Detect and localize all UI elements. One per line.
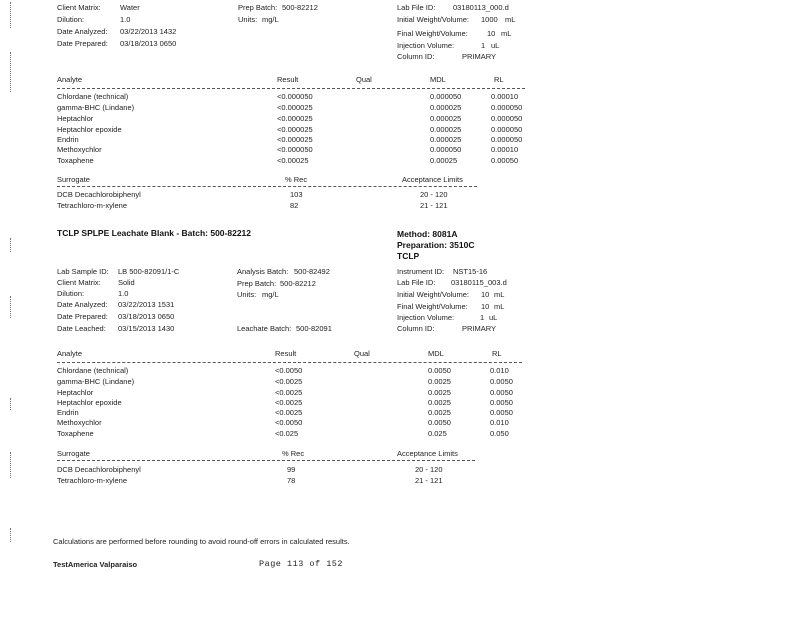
info-label: Dilution: <box>57 15 85 24</box>
row-rl: 0.0050 <box>490 398 513 407</box>
col-header-rec: % Rec <box>282 449 305 458</box>
col-header-qual: Qual <box>356 75 372 84</box>
info-label: Lab File ID: <box>397 3 436 12</box>
info-value: 10 <box>487 29 496 38</box>
row-rl: 0.050 <box>490 429 509 438</box>
info-value: 03/18/2013 0650 <box>120 39 177 48</box>
row-analyte: Chlordane (technical) <box>57 92 129 101</box>
scan-edge-mark <box>10 238 13 252</box>
footer-note: Calculations are performed before rounding to avoid round-off errors in calculated results. <box>53 537 350 546</box>
row-result: <0.000025 <box>277 135 313 144</box>
info-value: 1.0 <box>120 15 131 24</box>
info-unit: mL <box>505 15 516 24</box>
info-label: Units: <box>237 290 257 299</box>
info-unit: uL <box>491 41 500 50</box>
row-mdl: 0.000025 <box>430 103 462 112</box>
row-result: <0.000050 <box>277 92 313 101</box>
col-header-mdl: MDL <box>430 75 446 84</box>
header-divider <box>57 186 477 187</box>
info-label: Final Weight/Volume: <box>397 29 468 38</box>
info-value: 03180115_003.d <box>451 278 507 287</box>
info-label: Units: <box>238 15 258 24</box>
surrogate-rec: 78 <box>287 476 296 485</box>
info-label: Column ID: <box>397 52 435 61</box>
info-value: Water <box>120 3 140 12</box>
section2-tclp: TCLP <box>397 251 420 261</box>
row-result: <0.0025 <box>275 408 303 417</box>
row-rl: 0.00010 <box>491 92 519 101</box>
info-value: 10 <box>481 302 490 311</box>
info-label: Date Prepared: <box>57 312 108 321</box>
scan-edge-mark <box>10 398 13 410</box>
row-mdl: 0.0025 <box>428 398 451 407</box>
info-unit: mL <box>494 302 505 311</box>
info-value: 10 <box>481 290 490 299</box>
row-mdl: 0.0025 <box>428 377 451 386</box>
row-mdl: 0.025 <box>428 429 447 438</box>
info-value: mg/L <box>262 290 279 299</box>
info-label: Initial Weight/Volume: <box>397 15 469 24</box>
row-mdl: 0.0025 <box>428 408 451 417</box>
row-result: <0.00025 <box>277 156 309 165</box>
section2-preparation: Preparation: 3510C <box>397 240 475 250</box>
surrogate-limits: 20 - 120 <box>420 190 448 199</box>
info-label: Column ID: <box>397 324 435 333</box>
scan-edge-mark <box>10 52 13 92</box>
surrogate-name: DCB Decachlorobiphenyl <box>57 465 141 474</box>
surrogate-limits: 21 - 121 <box>420 201 448 210</box>
row-mdl: 0.0050 <box>428 418 451 427</box>
row-rl: 0.0050 <box>490 408 513 417</box>
info-value: 1 <box>481 41 486 50</box>
info-value: 03/22/2013 1531 <box>118 300 175 309</box>
info-value: 03/18/2013 0650 <box>118 312 175 321</box>
row-rl: 0.010 <box>490 366 509 375</box>
info-label: Client Matrix: <box>57 3 101 12</box>
info-value: 1 <box>480 313 485 322</box>
section2-method: Method: 8081A <box>397 229 458 239</box>
info-unit: mL <box>494 290 505 299</box>
info-label: Prep Batch: <box>237 279 277 288</box>
row-analyte: gamma-BHC (Lindane) <box>57 377 135 386</box>
row-analyte: Methoxychlor <box>57 145 102 154</box>
row-rl: 0.00050 <box>491 156 519 165</box>
col-header-mdl: MDL <box>428 349 444 358</box>
header-divider <box>57 362 522 363</box>
col-header-qual: Qual <box>354 349 370 358</box>
surrogate-name: Tetrachloro-m-xylene <box>57 201 128 210</box>
scan-edge-mark <box>10 296 13 318</box>
footer-lab-name: TestAmerica Valparaiso <box>53 560 138 569</box>
col-header-surrogate: Surrogate <box>57 449 90 458</box>
info-value: 1.0 <box>118 289 129 298</box>
col-header-rec: % Rec <box>285 175 308 184</box>
row-rl: 0.000050 <box>491 125 523 134</box>
row-rl: 0.000050 <box>491 114 523 123</box>
row-rl: 0.0050 <box>490 388 513 397</box>
info-label: Date Prepared: <box>57 39 108 48</box>
row-mdl: 0.0050 <box>428 366 451 375</box>
col-header-limits: Acceptance Limits <box>402 175 463 184</box>
info-label: Initial Weight/Volume: <box>397 290 469 299</box>
surrogate-name: Tetrachloro-m-xylene <box>57 476 128 485</box>
surrogate-rec: 103 <box>290 190 303 199</box>
row-result: <0.025 <box>275 429 299 438</box>
col-header-rl: RL <box>492 349 502 358</box>
row-analyte: Methoxychlor <box>57 418 102 427</box>
info-value: PRIMARY <box>462 52 497 61</box>
col-header-result: Result <box>275 349 297 358</box>
header-divider <box>57 460 475 461</box>
info-value: PRIMARY <box>462 324 497 333</box>
info-value: 500-82091 <box>296 324 332 333</box>
row-rl: 0.010 <box>490 418 509 427</box>
info-value: 03/15/2013 1430 <box>118 324 175 333</box>
info-label: Date Analyzed: <box>57 27 108 36</box>
row-result: <0.0025 <box>275 388 303 397</box>
row-analyte: Heptachlor epoxide <box>57 125 122 134</box>
row-analyte: Heptachlor <box>57 388 94 397</box>
row-analyte: Endrin <box>57 408 79 417</box>
col-header-analyte: Analyte <box>57 349 83 358</box>
info-value: 03/22/2013 1432 <box>120 27 177 36</box>
row-mdl: 0.00025 <box>430 156 458 165</box>
col-header-rl: RL <box>494 75 504 84</box>
row-analyte: Endrin <box>57 135 79 144</box>
row-analyte: Heptachlor epoxide <box>57 398 122 407</box>
info-label: Lab Sample ID: <box>57 267 109 276</box>
info-label: Injection Volume: <box>397 313 455 322</box>
row-result: <0.0050 <box>275 366 303 375</box>
scan-edge-mark <box>10 2 13 28</box>
info-value: 1000 <box>481 15 498 24</box>
info-value: LB 500-82091/1-C <box>118 267 180 276</box>
row-mdl: 0.000025 <box>430 125 462 134</box>
info-label: Prep Batch: <box>238 3 278 12</box>
info-label: Dilution: <box>57 289 85 298</box>
info-label: Final Weight/Volume: <box>397 302 468 311</box>
info-label: Date Analyzed: <box>57 300 108 309</box>
surrogate-name: DCB Decachlorobiphenyl <box>57 190 141 199</box>
row-rl: 0.0050 <box>490 377 513 386</box>
row-mdl: 0.000025 <box>430 135 462 144</box>
surrogate-rec: 82 <box>290 201 299 210</box>
row-rl: 0.000050 <box>491 135 523 144</box>
row-mdl: 0.000050 <box>430 92 462 101</box>
row-mdl: 0.000050 <box>430 145 462 154</box>
row-result: <0.0025 <box>275 377 303 386</box>
info-value: NST15-16 <box>453 267 488 276</box>
row-analyte: gamma-BHC (Lindane) <box>57 103 135 112</box>
info-value: Solid <box>118 278 135 287</box>
info-value: 03180113_000.d <box>453 3 509 12</box>
surrogate-rec: 99 <box>287 465 296 474</box>
row-analyte: Toxaphene <box>57 429 94 438</box>
row-result: <0.000025 <box>277 125 313 134</box>
row-rl: 0.000050 <box>491 103 523 112</box>
info-label: Instrument ID: <box>397 267 445 276</box>
info-unit: uL <box>489 313 498 322</box>
info-label: Injection Volume: <box>397 41 455 50</box>
col-header-analyte: Analyte <box>57 75 83 84</box>
row-result: <0.0025 <box>275 398 303 407</box>
row-result: <0.0050 <box>275 418 303 427</box>
header-divider <box>57 88 525 89</box>
info-value: 500-82212 <box>280 279 316 288</box>
info-value: 500-82212 <box>282 3 318 12</box>
info-unit: mL <box>501 29 512 38</box>
info-label: Lab File ID: <box>397 278 436 287</box>
scan-edge-mark <box>10 528 13 542</box>
row-result: <0.000025 <box>277 114 313 123</box>
section2-title: TCLP SPLPE Leachate Blank - Batch: 500-82212 <box>57 228 252 238</box>
row-rl: 0.00010 <box>491 145 519 154</box>
info-label: Client Matrix: <box>57 278 101 287</box>
scan-edge-mark <box>10 452 13 478</box>
info-label: Leachate Batch: <box>237 324 292 333</box>
info-value: 500-82492 <box>294 267 330 276</box>
row-analyte: Chlordane (technical) <box>57 366 129 375</box>
row-result: <0.000025 <box>277 103 313 112</box>
info-label: Date Leached: <box>57 324 106 333</box>
surrogate-limits: 21 - 121 <box>415 476 443 485</box>
row-result: <0.000050 <box>277 145 313 154</box>
info-value: mg/L <box>262 15 279 24</box>
page-number: Page 113 of 152 <box>259 559 344 569</box>
row-mdl: 0.000025 <box>430 114 462 123</box>
surrogate-limits: 20 - 120 <box>415 465 443 474</box>
col-header-surrogate: Surrogate <box>57 175 90 184</box>
info-label: Analysis Batch: <box>237 267 289 276</box>
row-analyte: Toxaphene <box>57 156 94 165</box>
col-header-limits: Acceptance Limits <box>397 449 458 458</box>
row-mdl: 0.0025 <box>428 388 451 397</box>
col-header-result: Result <box>277 75 299 84</box>
row-analyte: Heptachlor <box>57 114 94 123</box>
